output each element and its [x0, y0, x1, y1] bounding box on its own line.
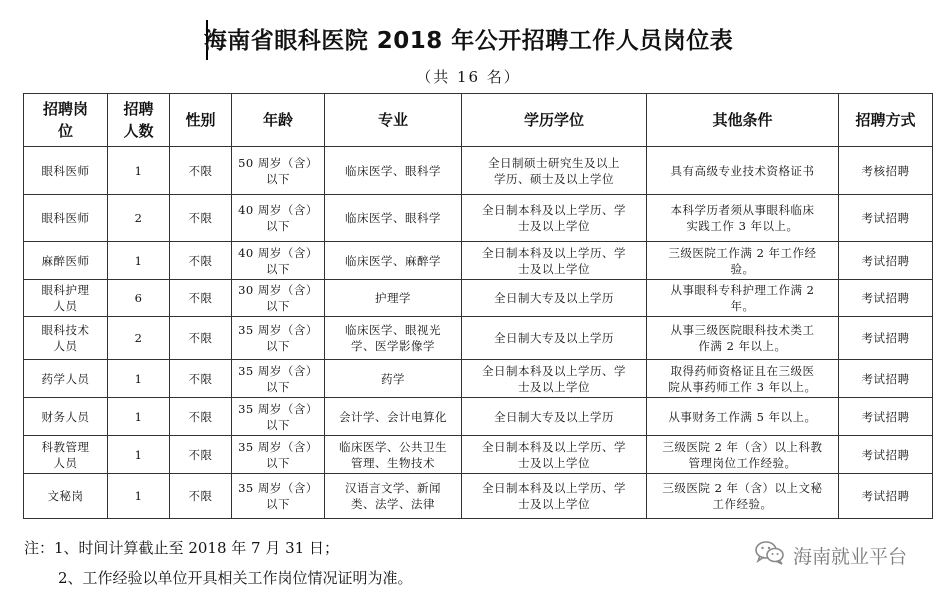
cell-gender: 不限 [170, 436, 232, 474]
header-position: 招聘岗 位 [24, 94, 108, 147]
cell-recruit-method: 考试招聘 [839, 398, 933, 436]
cell-other-conditions: 本科学历者须从事眼科临床 实践工作 3 年以上。 [647, 195, 839, 242]
cell-position: 文秘岗 [24, 474, 108, 519]
cell-headcount: 1 [108, 398, 170, 436]
cell-major: 汉语言文学、新闻 类、法学、法律 [325, 474, 462, 519]
cell-headcount: 1 [108, 147, 170, 195]
cell-major: 临床医学、眼科学 [325, 195, 462, 242]
cell-major: 临床医学、眼视光 学、医学影像学 [325, 317, 462, 360]
cell-recruit-method: 考试招聘 [839, 242, 933, 280]
cell-age: 35 周岁（含） 以下 [232, 317, 325, 360]
cell-major: 临床医学、眼科学 [325, 147, 462, 195]
cell-age: 40 周岁（含） 以下 [232, 242, 325, 280]
cell-recruit-method: 考核招聘 [839, 147, 933, 195]
header-gender: 性别 [170, 94, 232, 147]
cell-education: 全日制大专及以上学历 [462, 280, 647, 317]
cell-headcount: 2 [108, 195, 170, 242]
cell-age: 35 周岁（含） 以下 [232, 360, 325, 398]
cell-age: 30 周岁（含） 以下 [232, 280, 325, 317]
cell-education: 全日制本科及以上学历、学 士及以上学位 [462, 436, 647, 474]
cell-education: 全日制硕士研究生及以上 学历、硕士及以上学位 [462, 147, 647, 195]
watermark [755, 540, 907, 571]
header-education: 学历学位 [462, 94, 647, 147]
page-subtitle: （共 16 名） [416, 68, 521, 86]
cell-gender: 不限 [170, 280, 232, 317]
cell-major: 会计学、会计电算化 [325, 398, 462, 436]
cell-gender: 不限 [170, 474, 232, 519]
cell-recruit-method: 考试招聘 [839, 280, 933, 317]
watermark-text: 海南就业平台 [792, 546, 907, 568]
cell-position: 麻醉医师 [24, 242, 108, 280]
page-title: 海南省眼科医院 2018 年公开招聘工作人员岗位表 [203, 28, 734, 54]
header-age: 年龄 [232, 94, 325, 147]
header-other-conditions: 其他条件 [647, 94, 839, 147]
cell-recruit-method: 考试招聘 [839, 195, 933, 242]
table-row [24, 317, 933, 360]
cell-other-conditions: 从事财务工作满 5 年以上。 [647, 398, 839, 436]
cell-education: 全日制大专及以上学历 [462, 398, 647, 436]
table-row [24, 195, 933, 242]
cell-other-conditions: 从事三级医院眼科技术类工 作满 2 年以上。 [647, 317, 839, 360]
cell-age: 35 周岁（含） 以下 [232, 474, 325, 519]
cell-major: 护理学 [325, 280, 462, 317]
table-row [24, 398, 933, 436]
cell-age: 40 周岁（含） 以下 [232, 195, 325, 242]
table-header-row [24, 94, 933, 147]
header-recruit-method: 招聘方式 [839, 94, 933, 147]
cell-gender: 不限 [170, 398, 232, 436]
cell-headcount: 1 [108, 474, 170, 519]
cell-education: 全日制本科及以上学历、学 士及以上学位 [462, 360, 647, 398]
table-row [24, 280, 933, 317]
table-row [24, 360, 933, 398]
cell-age: 50 周岁（含） 以下 [232, 147, 325, 195]
table-row [24, 242, 933, 280]
cell-position: 眼科技术 人员 [24, 317, 108, 360]
cell-position: 眼科医师 [24, 195, 108, 242]
cell-headcount: 1 [108, 242, 170, 280]
notes [24, 533, 413, 593]
cell-headcount: 6 [108, 280, 170, 317]
cell-recruit-method: 考试招聘 [839, 474, 933, 519]
cell-position: 财务人员 [24, 398, 108, 436]
cell-education: 全日制本科及以上学历、学 士及以上学位 [462, 195, 647, 242]
cell-position: 眼科医师 [24, 147, 108, 195]
cell-other-conditions: 从事眼科专科护理工作满 2 年。 [647, 280, 839, 317]
table-row [24, 436, 933, 474]
note-line-1: 注：1、时间计算截止至 2018 年 7 月 31 日； [24, 539, 339, 557]
table-row [24, 147, 933, 195]
cell-education: 全日制大专及以上学历 [462, 317, 647, 360]
cell-major: 临床医学、麻醉学 [325, 242, 462, 280]
note-line-2: 2、工作经验以单位开具相关工作岗位情况证明为准。 [58, 569, 413, 587]
header-major: 专业 [325, 94, 462, 147]
cell-recruit-method: 考试招聘 [839, 436, 933, 474]
cell-gender: 不限 [170, 242, 232, 280]
jobs-table [23, 93, 933, 519]
cell-position: 眼科护理 人员 [24, 280, 108, 317]
cell-education: 全日制本科及以上学历、学 士及以上学位 [462, 242, 647, 280]
cell-other-conditions: 具有高级专业技术资格证书 [647, 147, 839, 195]
cell-education: 全日制本科及以上学历、学 士及以上学位 [462, 474, 647, 519]
cell-headcount: 1 [108, 360, 170, 398]
cell-major: 临床医学、公共卫生 管理、生物技术 [325, 436, 462, 474]
cell-gender: 不限 [170, 360, 232, 398]
cell-other-conditions: 三级医院 2 年（含）以上科教 管理岗位工作经验。 [647, 436, 839, 474]
cell-gender: 不限 [170, 317, 232, 360]
cell-gender: 不限 [170, 195, 232, 242]
cell-position: 药学人员 [24, 360, 108, 398]
table-row [24, 474, 933, 519]
cell-headcount: 1 [108, 436, 170, 474]
cell-gender: 不限 [170, 147, 232, 195]
cell-age: 35 周岁（含） 以下 [232, 436, 325, 474]
cell-recruit-method: 考试招聘 [839, 317, 933, 360]
cell-position: 科教管理 人员 [24, 436, 108, 474]
cell-other-conditions: 三级医院 2 年（含）以上文秘 工作经验。 [647, 474, 839, 519]
wechat-icon [755, 540, 785, 571]
header-headcount: 招聘 人数 [108, 94, 170, 147]
cell-other-conditions: 取得药师资格证且在三级医 院从事药师工作 3 年以上。 [647, 360, 839, 398]
cell-headcount: 2 [108, 317, 170, 360]
cell-age: 35 周岁（含） 以下 [232, 398, 325, 436]
cell-other-conditions: 三级医院工作满 2 年工作经 验。 [647, 242, 839, 280]
cell-major: 药学 [325, 360, 462, 398]
cell-recruit-method: 考试招聘 [839, 360, 933, 398]
